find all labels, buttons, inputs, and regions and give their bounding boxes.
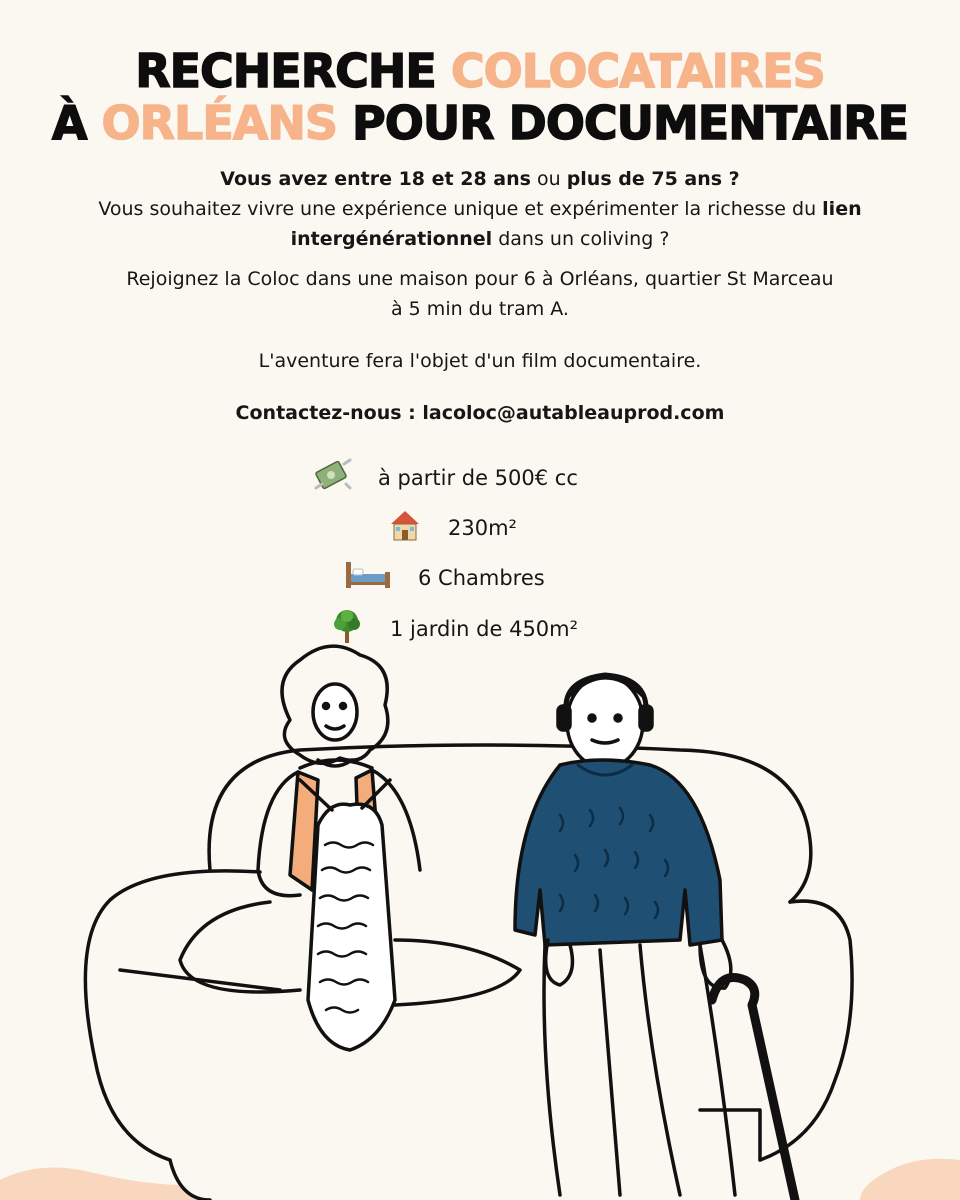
intro-or: ou	[530, 168, 567, 190]
intro-paragraph	[40, 164, 920, 254]
feature-rooms	[344, 560, 545, 598]
intro-text-2: dans un coliving ?	[492, 228, 670, 250]
headline-line-1	[0, 44, 960, 98]
feature-area	[388, 508, 517, 550]
intro-highlight: lien intergénérationnel	[290, 198, 862, 250]
age-range-young: Vous avez entre 18 et 28 ans	[220, 168, 531, 190]
film-paragraph: L'aventure fera l'objet d'un film documentaire.	[258, 350, 702, 372]
feature-garden-label: 1 jardin de 450m²	[390, 617, 579, 641]
feature-rooms-label: 6 Chambres	[418, 566, 545, 590]
house-icon	[388, 508, 422, 550]
headline-word-orleans: ORLÉANS	[101, 96, 338, 150]
money-icon	[314, 458, 352, 500]
headline-line-2	[0, 96, 960, 150]
intro-text-1: Vous souhaitez vivre une expérience unique et expérimenter la richesse du	[98, 198, 823, 220]
headline-word-pour-documentaire: POUR DOCUMENTAIRE	[337, 96, 909, 150]
walking-cane	[712, 978, 795, 1200]
man-sweater	[515, 760, 722, 945]
sofa-seat	[120, 970, 280, 1200]
sofa-left-arm	[85, 871, 260, 1160]
feature-price-label: à partir de 500€ cc	[378, 466, 578, 490]
feature-price	[314, 458, 578, 500]
feature-area-label: 230m²	[448, 516, 517, 540]
contact-line: Contactez-nous : lacoloc@autableauprod.com	[235, 402, 725, 424]
headline-word-colocataires: COLOCATAIRES	[450, 44, 825, 98]
location-line-2: à 5 min du tram A.	[391, 298, 569, 320]
location-line-1: Rejoignez la Coloc dans une maison pour 6 à Orléans, quartier St Marceau	[126, 268, 834, 290]
headline-word-a: À	[51, 96, 102, 150]
age-range-senior: plus de 75 ans ?	[566, 168, 740, 190]
couple-on-sofa-illustration	[0, 640, 960, 1200]
headline-word-recherche: RECHERCHE	[135, 44, 451, 98]
location-paragraph	[40, 264, 920, 324]
bed-icon	[344, 560, 392, 598]
